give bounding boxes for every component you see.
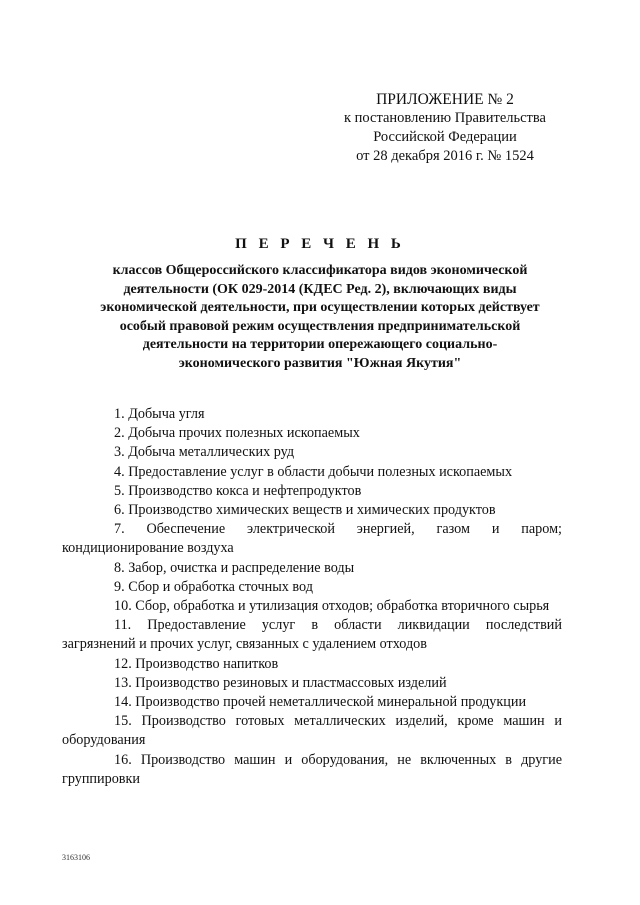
document-code: 3163106	[62, 853, 90, 862]
list-item: 10. Сбор, обработка и утилизация отходов; обработка вторичного сырья	[114, 598, 550, 615]
list-item: 13. Производство резиновых и пластмассовых изделий	[114, 674, 447, 691]
list-item: 12. Производство напитков	[114, 655, 279, 672]
subtitle-line-3: экономической деятельности, при осуществлении которых действует	[100, 300, 540, 315]
list-item: 9. Сбор и обработка сточных вод	[114, 578, 313, 595]
list-item: 5. Производство кокса и нефтепродуктов	[114, 482, 362, 499]
subtitle-line-6: экономического развития "Южная Якутия"	[178, 355, 462, 371]
appendix-government-line: Российской Федерации	[373, 129, 517, 145]
list-item: 6. Производство химических веществ и химических продуктов	[114, 502, 496, 519]
list-item: 14. Производство прочей неметаллической минеральной продукции	[114, 694, 527, 711]
list-item: 1. Добыча угля	[114, 406, 205, 422]
document-title: П Е Р Е Ч Е Н Ь	[235, 236, 405, 252]
list-item: 3. Добыча металлических руд	[114, 444, 295, 461]
subtitle-line-2: деятельности (ОК 029-2014 (КДЕС Ред. 2), включающих виды	[123, 281, 517, 297]
document-subtitle	[60, 262, 580, 373]
list-item: 8. Забор, очистка и распределение воды	[114, 559, 355, 576]
classifier-list	[62, 405, 562, 789]
subtitle-line-1: классов Общероссийского классификатора видов экономической	[112, 263, 528, 278]
list-item: 15. Производство готовых металлических изделий, кроме машин и оборудования	[62, 713, 562, 749]
appendix-header	[330, 90, 560, 166]
subtitle-line-5: деятельности на территории опережающего социально-	[142, 337, 498, 352]
list-item: 4. Предоставление услуг в области добычи полезных ископаемых	[114, 463, 513, 480]
subtitle-line-4: особый правовой режим осуществления предпринимательской	[119, 318, 521, 334]
appendix-heading: ПРИЛОЖЕНИЕ № 2	[376, 91, 514, 108]
list-item: 16. Производство машин и оборудования, не включенных в другие группировки	[62, 751, 562, 787]
appendix-resolution-line: к постановлению Правительства	[344, 110, 546, 126]
list-item: 7. Обеспечение электрической энергией, газом и паром; кондиционирование воздуха	[62, 521, 562, 557]
appendix-date-number-line: от 28 декабря 2016 г. № 1524	[356, 148, 534, 164]
list-item: 11. Предоставление услуг в области ликвидации последствий загрязнений и прочих услуг, связанных с удалением отходов	[62, 617, 562, 653]
list-item: 2. Добыча прочих полезных ископаемых	[114, 425, 360, 442]
